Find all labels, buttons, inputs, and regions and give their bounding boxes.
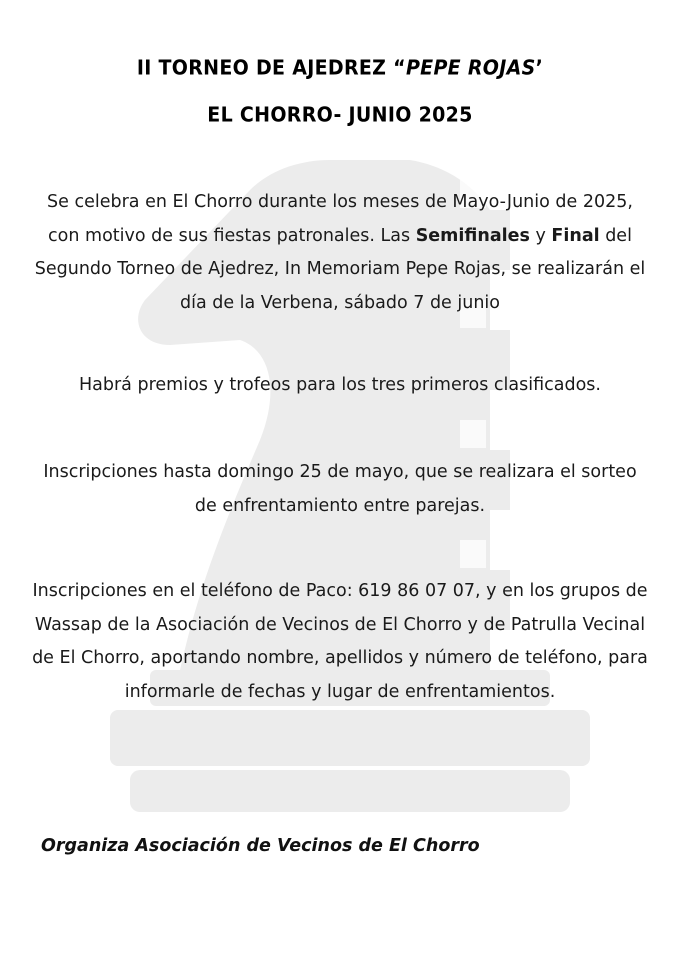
paragraph-intro (30, 186, 650, 320)
title-line-1 (0, 56, 680, 80)
intro-text-a: Se celebra en El Chorro durante los meses de Mayo-Junio de 2025, con motivo de sus fiestas patronales. Las (47, 192, 633, 246)
intro-text-d: del Segundo Torneo de Ajedrez, In Memoriam Pepe Rojas, se realizarán el día de la Verbena, sábado 7 de junio (34, 225, 646, 313)
title-suffix: ’ (535, 56, 544, 80)
paragraph-registration-contact: Inscripciones en el teléfono de Paco: 619 86 07 07, y en los grupos de Wassap de la Asociación de Vecinos de El Chorro y de Patrulla Vecinal de El Chorro, aportando nombre, apellidos y número de teléfono, para informarle de fechas y lugar de enfrentamientos. (32, 581, 648, 702)
intro-bold-final: Final (551, 225, 600, 246)
organizer-line: Organiza Asociación de Vecinos de El Chorro (41, 836, 480, 856)
paragraph-registration-deadline: Inscripciones hasta domingo 25 de mayo, que se realizara el sorteo de enfrentamiento entre parejas. (43, 462, 637, 516)
intro-text-c: y (529, 225, 552, 246)
title-line-2: EL CHORRO- JUNIO 2025 (207, 103, 473, 127)
title-name: PEPE ROJAS (405, 56, 536, 80)
intro-bold-semifinales: Semifinales (415, 225, 530, 246)
title-prefix: II TORNEO DE AJEDREZ “ (136, 56, 406, 80)
paragraph-prizes: Habrá premios y trofeos para los tres primeros clasificados. (79, 375, 601, 395)
